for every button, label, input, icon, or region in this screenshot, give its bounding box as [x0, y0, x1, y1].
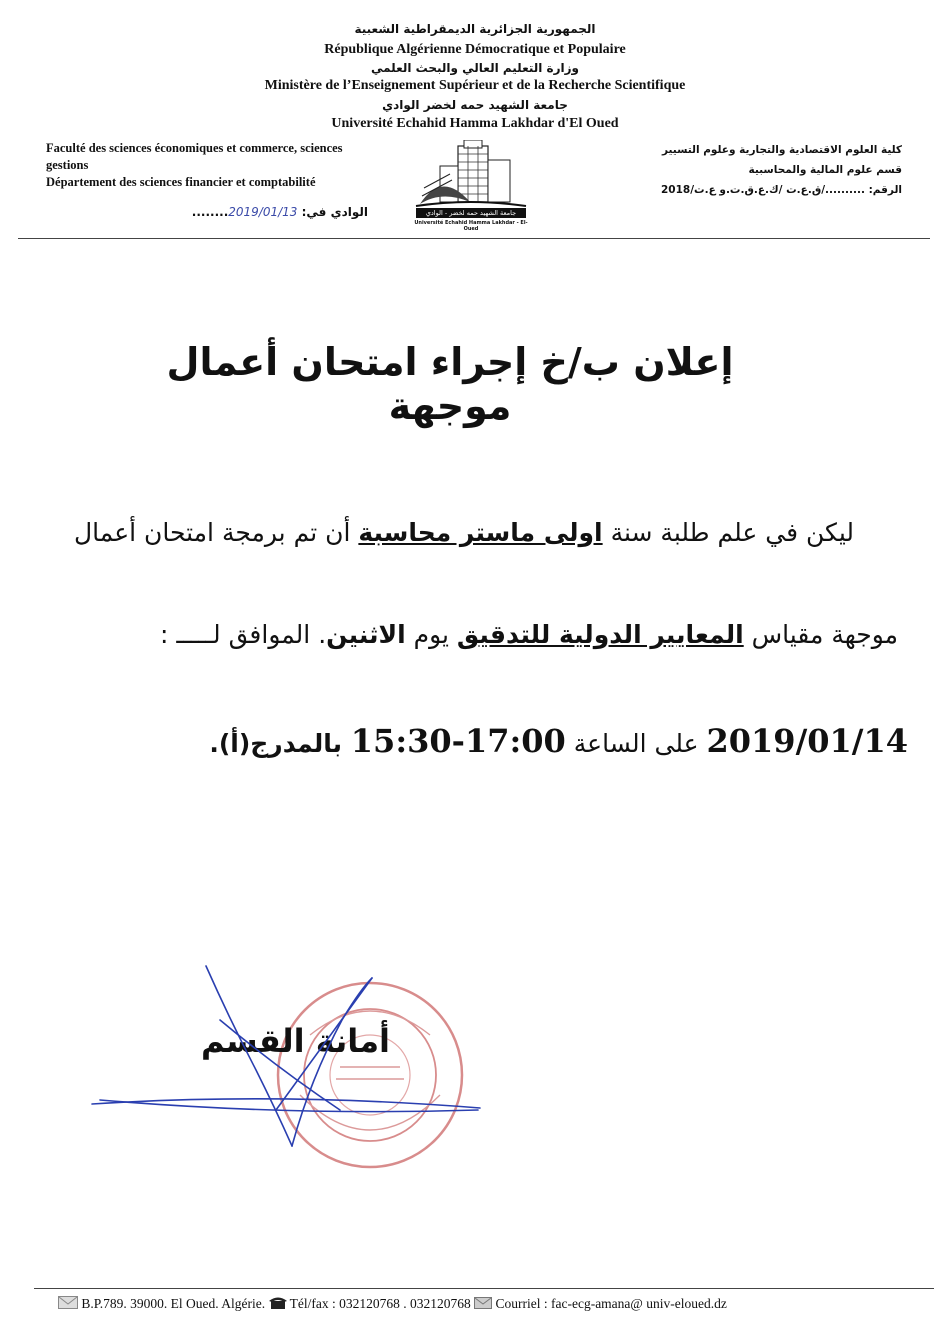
header-divider	[18, 238, 930, 239]
line2-post: . الموافق لـــــ :	[160, 620, 327, 649]
university-building-icon	[412, 140, 530, 232]
ministry-ar: وزارة التعليم العالي والبحث العلمي	[370, 61, 580, 75]
signature-scribble-icon	[80, 960, 500, 1160]
date-line: الوادي في: 2019/01/13........	[191, 205, 368, 219]
study-level: اولى ماستر محاسبة	[358, 518, 603, 547]
footer-divider	[34, 1288, 934, 1289]
envelope-icon	[58, 1296, 78, 1313]
footer-mail: Courriel : fac-ecg-amana@ univ-eloued.dz	[495, 1296, 727, 1311]
faculty-ar-line1: كلية العلوم الاقتصادية والتجارية وعلوم التسيير	[661, 144, 902, 156]
body-line-1	[74, 518, 854, 547]
university-logo	[412, 140, 530, 232]
faculty-fr-block	[46, 140, 406, 191]
reference-number	[602, 180, 902, 200]
body-line-2	[160, 620, 898, 649]
logo-caption-ar: جامعة الشهيد حمه لخضر - الوادي	[425, 209, 517, 217]
republic-ar: الجمهورية الجزائرية الديمقراطية الشعبية	[354, 22, 596, 36]
footer-tel: Tél/fax : 032120768 . 032120768	[289, 1296, 471, 1311]
exam-place: بالمدرج(أ).	[209, 729, 351, 758]
faculty-fr-line1: Faculté des sciences économiques et commerce, sciences	[46, 141, 343, 155]
mail-icon	[474, 1297, 492, 1313]
footer-address: B.P.789. 39000. El Oued. Algérie.	[81, 1296, 266, 1311]
line2-pre: موجهة مقياس	[743, 620, 898, 649]
faculty-fr-line3: Département des sciences financier et comptabilité	[46, 175, 316, 189]
exam-date: 2019/01/14	[706, 722, 908, 760]
university-fr: Université Echahid Hamma Lakhdar d'El Oued	[331, 116, 619, 131]
handwritten-signature	[80, 960, 500, 1160]
line2-mid: يوم	[405, 620, 457, 649]
faculty-ar-block	[602, 140, 902, 200]
ministry-fr: Ministère de l’Enseignement Supérieur et de la Recherche Scientifique	[264, 78, 686, 93]
university-ar: جامعة الشهيد حمه لخضر الوادي	[382, 98, 568, 112]
footer	[58, 1296, 918, 1313]
date-label: الوادي في:	[301, 205, 368, 219]
phone-icon	[269, 1296, 287, 1313]
date-value: 2019/01/13	[228, 205, 298, 219]
signature-title: أمانة القسم	[200, 1022, 390, 1060]
faculty-fr-line2: gestions	[46, 158, 89, 172]
ref-label: الرقم:	[868, 184, 902, 196]
republic-fr: République Algérienne Démocratique et Populaire	[324, 42, 626, 57]
body-line-3	[209, 722, 908, 760]
exam-time: 15:30-17:00	[350, 722, 566, 760]
line1-post: أن تم برمجة امتحان أعمال	[73, 518, 359, 547]
line1-pre: ليكن في علم طلبة سنة	[602, 518, 854, 547]
line3-mid: على الساعة	[565, 729, 707, 758]
faculty-ar-line2: قسم علوم المالية والمحاسبية	[748, 164, 902, 176]
module-name: المعايير الدولية للتدقيق	[456, 620, 744, 649]
exam-day: الاثنين	[326, 620, 406, 649]
ref-value: ........../ق.ع.ت /ك.ع.ق.ت.و ع.ت/2018	[660, 184, 865, 196]
announcement-title: إعلان ب/خ إجراء امتحان أعمال موجهة	[166, 340, 734, 428]
logo-caption-fr: Université Echahid Hamma Lakhdar - El-Oued	[414, 220, 528, 232]
